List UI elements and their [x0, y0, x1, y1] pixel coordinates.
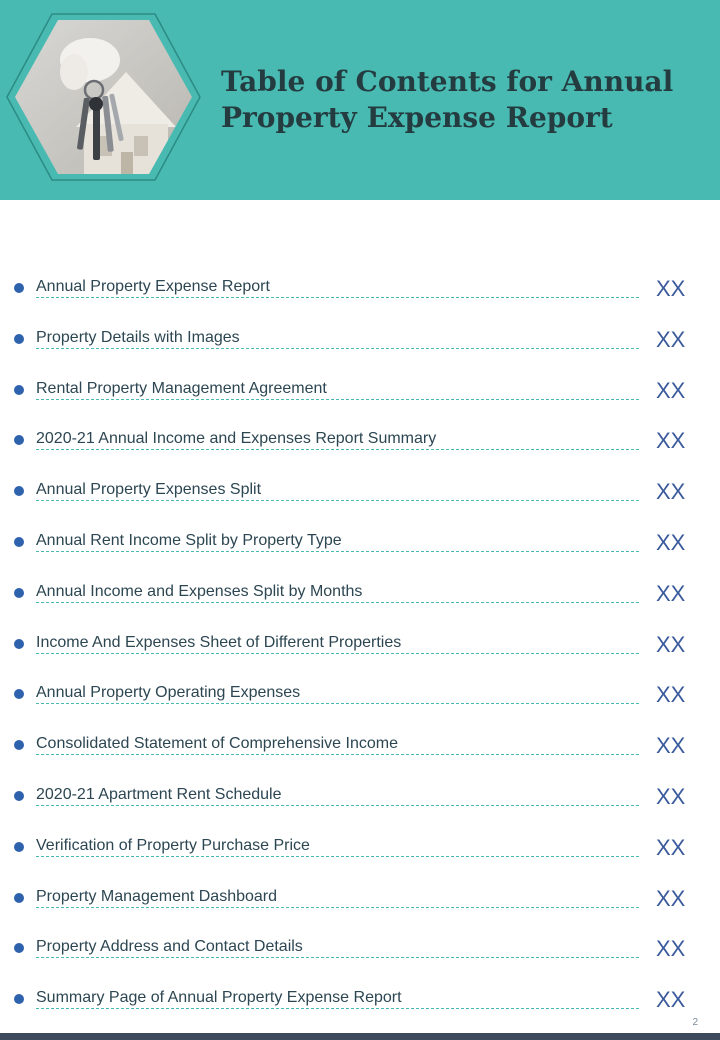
bullet-icon: [14, 435, 24, 445]
toc-entry-label: Consolidated Statement of Comprehensive Income: [36, 735, 398, 753]
toc-entry[interactable]: [0, 821, 720, 871]
house-keys-photo-icon: [6, 12, 201, 182]
toc-entry-page: XX: [656, 530, 686, 555]
toc-entry[interactable]: [0, 567, 720, 617]
toc-entry-page: XX: [656, 885, 686, 911]
toc-entry[interactable]: [0, 872, 720, 922]
title-line-1: Table of Contents for Annual: [221, 65, 674, 98]
toc-entry-label: Income And Expenses Sheet of Different Properties: [36, 633, 402, 651]
toc-entry[interactable]: [0, 618, 720, 668]
toc-entry-page: XX: [656, 377, 686, 403]
bullet-icon: [14, 740, 24, 750]
toc-entry-page: XX: [656, 276, 686, 301]
dotted-leader-line: [36, 399, 639, 400]
bullet-icon: [14, 791, 24, 801]
toc-entry-label: Property Management Dashboard: [36, 887, 278, 905]
toc-entry[interactable]: [0, 770, 720, 820]
toc-entry[interactable]: [0, 465, 720, 515]
bullet-icon: [14, 486, 24, 496]
toc-entry-page: XX: [656, 428, 686, 454]
dotted-leader-line: [36, 500, 639, 501]
dotted-leader-line: [36, 449, 639, 450]
toc-entry[interactable]: [0, 516, 720, 566]
bullet-icon: [14, 283, 24, 293]
dotted-leader-line: [36, 602, 639, 603]
hexagon-photo-frame: [6, 12, 201, 182]
toc-entry[interactable]: [0, 262, 720, 312]
toc-entry-label: Property Details with Images: [36, 328, 240, 346]
bullet-icon: [14, 639, 24, 649]
bullet-icon: [14, 943, 24, 953]
dotted-leader-line: [36, 297, 639, 298]
bullet-icon: [14, 334, 24, 344]
toc-entry[interactable]: [0, 414, 720, 464]
toc-entry[interactable]: [0, 973, 720, 1023]
toc-entry-page: XX: [656, 733, 686, 759]
toc-entry-label: 2020-21 Apartment Rent Schedule: [36, 786, 282, 803]
dotted-leader-line: [36, 653, 639, 654]
page-number: 2: [692, 1017, 698, 1028]
toc-entry-page: XX: [656, 784, 686, 809]
dotted-leader-line: [36, 348, 639, 349]
toc-entry-label: Rental Property Management Agreement: [36, 379, 327, 397]
toc-entry[interactable]: [0, 313, 720, 363]
toc-entry-page: XX: [656, 834, 686, 860]
toc-entry-page: XX: [656, 326, 686, 352]
bullet-icon: [14, 893, 24, 903]
dotted-leader-line: [36, 907, 639, 908]
bullet-icon: [14, 588, 24, 598]
dotted-leader-line: [36, 754, 639, 755]
toc-entry-page: XX: [656, 682, 686, 708]
toc-entry-label: 2020-21 Annual Income and Expenses Report Summary: [36, 430, 437, 448]
bullet-icon: [14, 842, 24, 852]
dotted-leader-line: [36, 957, 639, 958]
toc-entry-label: Annual Income and Expenses Split by Months: [36, 582, 363, 600]
toc-entry[interactable]: [0, 719, 720, 769]
bullet-icon: [14, 537, 24, 547]
toc-entry-label: Property Address and Contact Details: [36, 938, 303, 956]
toc-entry-page: XX: [656, 987, 686, 1013]
page-title: [221, 64, 701, 136]
toc-entry-page: XX: [656, 479, 686, 505]
toc-entry-page: XX: [656, 580, 686, 606]
toc-entry-label: Verification of Property Purchase Price: [36, 836, 310, 854]
dotted-leader-line: [36, 805, 639, 806]
toc-entry[interactable]: [0, 922, 720, 972]
toc-entry[interactable]: [0, 364, 720, 414]
toc-entry-label: Annual Rent Income Split by Property Type: [36, 532, 342, 549]
header-banner: [0, 0, 720, 200]
bullet-icon: [14, 689, 24, 699]
toc-entry-label: Annual Property Expense Report: [36, 278, 270, 295]
dotted-leader-line: [36, 1008, 639, 1009]
toc-entry-label: Annual Property Operating Expenses: [36, 684, 301, 702]
dotted-leader-line: [36, 703, 639, 704]
toc-entry[interactable]: [0, 668, 720, 718]
toc-entry-label: Summary Page of Annual Property Expense Report: [36, 989, 402, 1007]
dotted-leader-line: [36, 551, 639, 552]
bullet-icon: [14, 994, 24, 1004]
toc-entry-label: Annual Property Expenses Split: [36, 481, 262, 499]
footer-bar: [0, 1033, 720, 1040]
bullet-icon: [14, 385, 24, 395]
title-line-2: Property Expense Report: [221, 101, 613, 134]
dotted-leader-line: [36, 856, 639, 857]
toc-entry-page: XX: [656, 631, 686, 657]
toc-entry-page: XX: [656, 936, 686, 962]
